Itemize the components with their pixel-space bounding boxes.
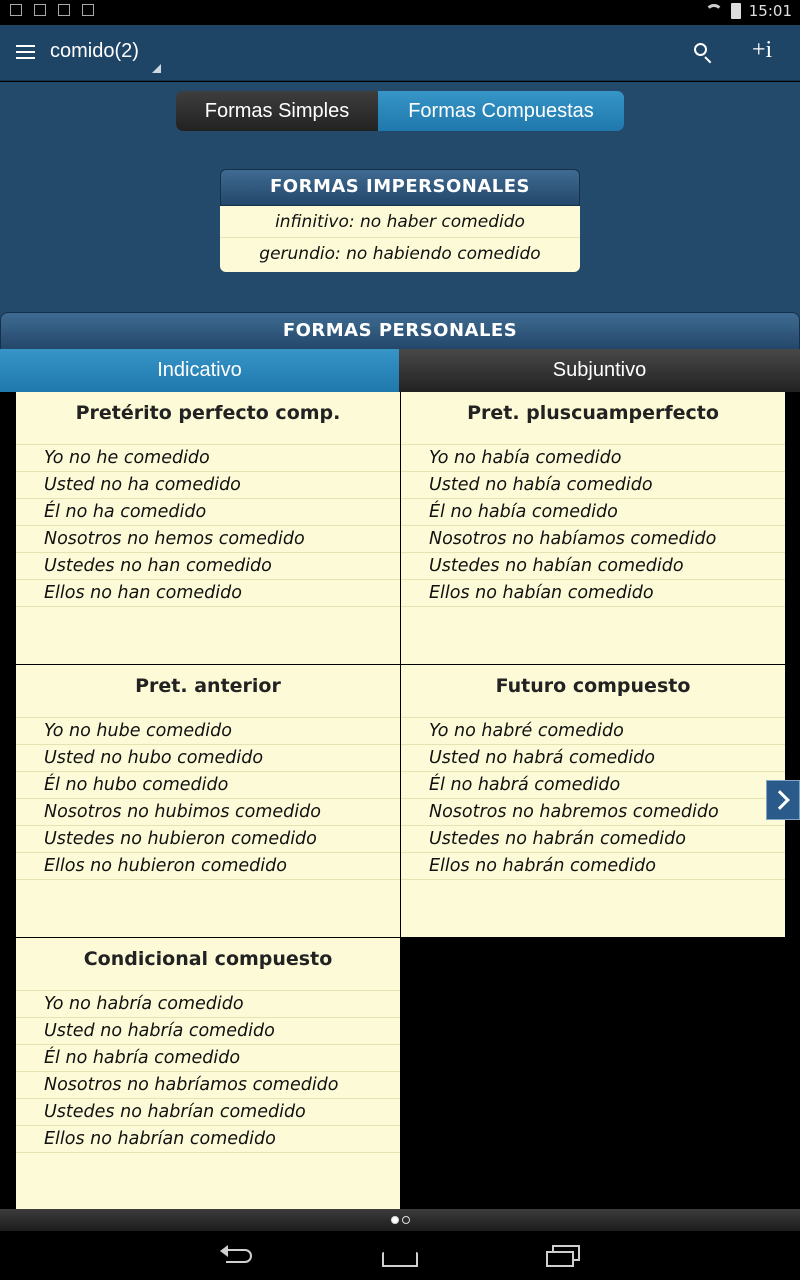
impersonal-heading: FORMAS IMPERSONALES (220, 169, 580, 206)
page-indicator (0, 1209, 800, 1231)
menu-icon[interactable] (16, 45, 35, 60)
tense-card-preterito-perfecto (16, 392, 400, 664)
tense-title: Futuro compuesto (401, 665, 785, 718)
conjugation-row: Yo no he comedido (16, 445, 400, 472)
action-bar (0, 25, 800, 81)
status-time: 15:01 (748, 2, 792, 20)
back-icon[interactable] (220, 1245, 254, 1267)
conjugation-row: Yo no habré comedido (401, 718, 785, 745)
conjugation-row: Ellos no hubieron comedido (16, 853, 400, 880)
impersonal-row: infinitivo: no haber comedido (220, 206, 580, 238)
conjugation-row: Nosotros no habríamos comedido (16, 1072, 400, 1099)
conjugation-row: Usted no había comedido (401, 472, 785, 499)
conjugation-row: Él no habrá comedido (401, 772, 785, 799)
conjugation-row: Nosotros no habíamos comedido (401, 526, 785, 553)
conjugation-row: Ustedes no han comedido (16, 553, 400, 580)
add-info-button[interactable]: +i (752, 37, 773, 63)
tab-subjuntivo[interactable]: Subjuntivo (399, 349, 800, 392)
navigation-bar (0, 1231, 800, 1280)
recents-icon[interactable] (546, 1245, 580, 1267)
page-dot-active[interactable] (391, 1216, 399, 1224)
conjugation-row: Él no ha comedido (16, 499, 400, 526)
wifi-icon (705, 4, 723, 18)
conjugation-row: Él no hubo comedido (16, 772, 400, 799)
usb-notification-icon (58, 4, 70, 16)
tense-card-futuro-compuesto (401, 665, 785, 937)
conjugation-row: Nosotros no hemos comedido (16, 526, 400, 553)
conjugation-row: Yo no hube comedido (16, 718, 400, 745)
barcode-notification-icon (34, 4, 46, 16)
conjugation-row: Ellos no habrían comedido (16, 1126, 400, 1153)
conjugation-row: Yo no había comedido (401, 445, 785, 472)
tense-grid (0, 392, 800, 1209)
conjugation-row: Ellos no han comedido (16, 580, 400, 607)
barcode-notification-icon-2 (82, 4, 94, 16)
conjugation-row: Ustedes no habrían comedido (16, 1099, 400, 1126)
personal-heading: FORMAS PERSONALES (0, 312, 800, 350)
page-dot[interactable] (402, 1216, 410, 1224)
image-notification-icon (10, 4, 22, 16)
status-bar (0, 0, 800, 25)
tense-title: Pret. pluscuamperfecto (401, 392, 785, 445)
tense-card-condicional-compuesto (16, 938, 400, 1210)
conjugation-row: Ustedes no habrán comedido (401, 826, 785, 853)
tense-card-pluscuamperfecto (401, 392, 785, 664)
search-icon[interactable] (694, 43, 714, 63)
battery-icon (731, 3, 741, 19)
conjugation-row: Ellos no habían comedido (401, 580, 785, 607)
conjugation-row: Usted no hubo comedido (16, 745, 400, 772)
conjugation-row: Usted no habría comedido (16, 1018, 400, 1045)
impersonal-row: gerundio: no habiendo comedido (259, 244, 541, 264)
impersonal-forms-box (220, 169, 580, 272)
conjugation-row: Usted no ha comedido (16, 472, 400, 499)
conjugation-row: Nosotros no hubimos comedido (16, 799, 400, 826)
conjugation-row: Ellos no habrán comedido (401, 853, 785, 880)
tense-card-preterito-anterior (16, 665, 400, 937)
tense-title: Pret. anterior (16, 665, 400, 718)
conjugation-row: Él no habría comedido (16, 1045, 400, 1072)
notification-icons (10, 4, 94, 16)
tense-title: Condicional compuesto (16, 938, 400, 991)
home-icon[interactable] (382, 1245, 418, 1267)
conjugation-row: Él no había comedido (401, 499, 785, 526)
tab-formas-compuestas[interactable]: Formas Compuestas (378, 91, 624, 131)
chevron-right-icon[interactable] (766, 780, 800, 820)
conjugation-row: Usted no habrá comedido (401, 745, 785, 772)
tense-title: Pretérito perfecto comp. (16, 392, 400, 445)
mood-tabs (0, 349, 800, 392)
forms-segmented-control (176, 91, 624, 131)
page-title[interactable]: comido(2) (50, 40, 139, 62)
tab-formas-simples[interactable]: Formas Simples (176, 91, 378, 131)
conjugation-row: Ustedes no hubieron comedido (16, 826, 400, 853)
dropdown-corner-icon (152, 64, 161, 73)
conjugation-row: Ustedes no habían comedido (401, 553, 785, 580)
conjugation-row: Yo no habría comedido (16, 991, 400, 1018)
main-content (0, 82, 800, 1209)
tab-indicativo[interactable]: Indicativo (0, 349, 399, 392)
conjugation-row: Nosotros no habremos comedido (401, 799, 785, 826)
